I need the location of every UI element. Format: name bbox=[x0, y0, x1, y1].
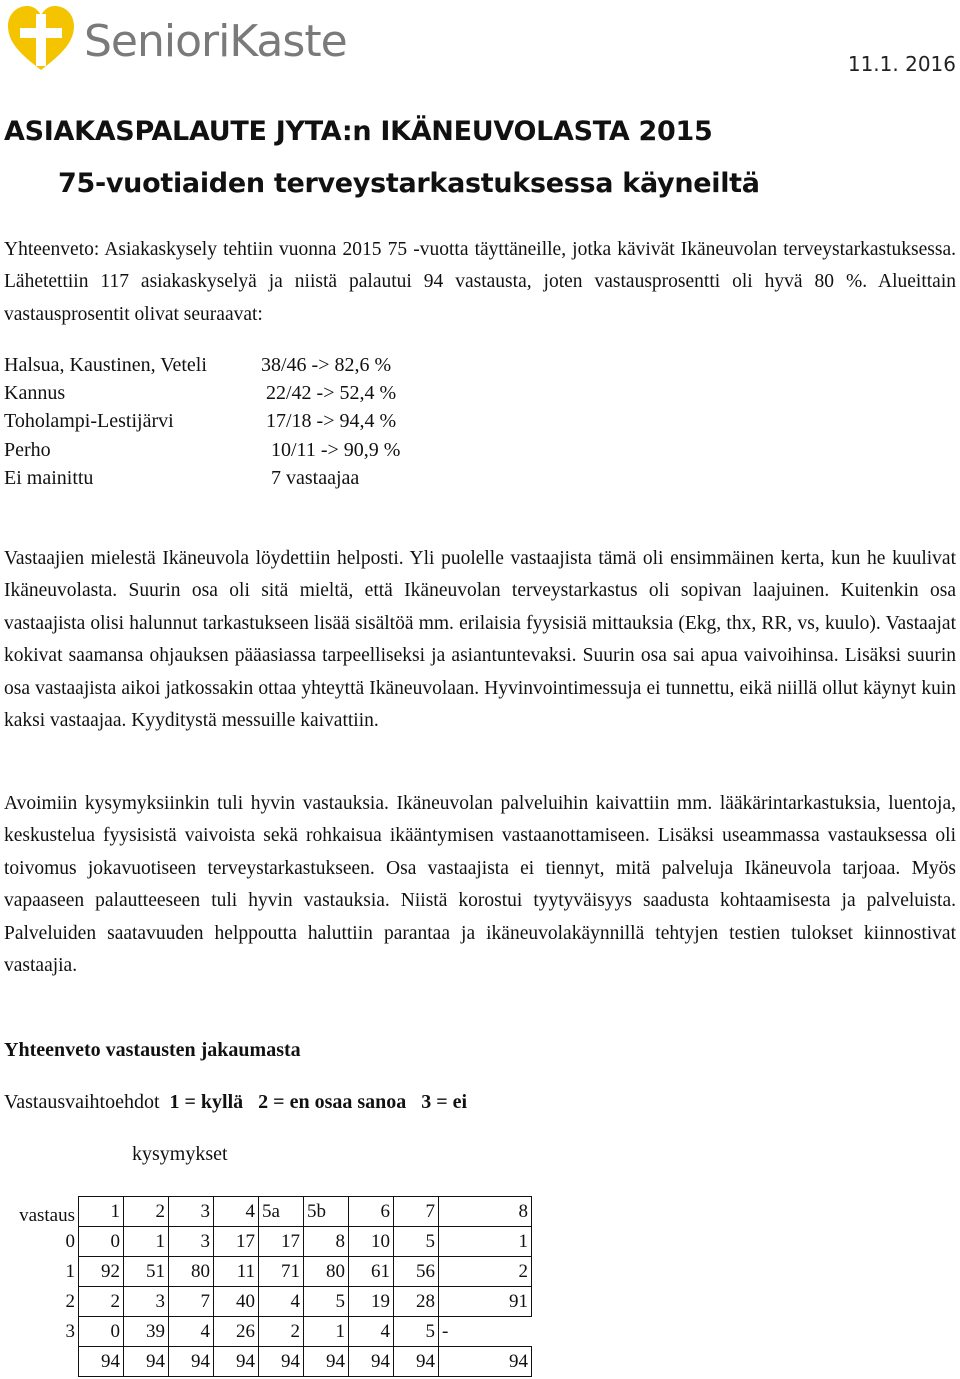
table-cell: 1 bbox=[439, 1227, 532, 1257]
table-cell: 5 bbox=[304, 1287, 349, 1317]
table-cell: 5 bbox=[394, 1317, 439, 1347]
table-cell: 2 bbox=[439, 1257, 532, 1287]
option-no: 3 = ei bbox=[421, 1091, 468, 1113]
row-header: vastaus bbox=[19, 1204, 75, 1226]
table-cell: 17 bbox=[259, 1227, 304, 1257]
table-cell: 80 bbox=[304, 1257, 349, 1287]
row-label: 1 bbox=[65, 1260, 75, 1282]
region-rate: 10/11 -> 90,9 % bbox=[266, 438, 401, 461]
row-label bbox=[2, 1347, 79, 1377]
row-label: 0 bbox=[65, 1230, 75, 1252]
response-rate-row bbox=[4, 351, 400, 379]
questions-label: kysymykset bbox=[132, 1143, 228, 1165]
table-cell: 0 bbox=[79, 1317, 124, 1347]
option-yes: 1 = kyllä bbox=[169, 1091, 244, 1113]
table-cell: 1 bbox=[304, 1317, 349, 1347]
answer-options bbox=[4, 1091, 467, 1114]
response-rate-list bbox=[4, 351, 400, 492]
table-cell: 4 bbox=[349, 1317, 394, 1347]
table-cell: 94 bbox=[124, 1347, 169, 1377]
logo bbox=[6, 4, 347, 74]
column-header: 8 bbox=[439, 1197, 532, 1227]
table-cell: 1 bbox=[124, 1227, 169, 1257]
table-cell: 94 bbox=[214, 1347, 259, 1377]
table-row bbox=[2, 1257, 532, 1287]
table-cell: 26 bbox=[214, 1317, 259, 1347]
region-rate: 22/42 -> 52,4 % bbox=[266, 382, 397, 405]
table-cell: 0 bbox=[79, 1227, 124, 1257]
table-cell: 94 bbox=[259, 1347, 304, 1377]
table-cell: 11 bbox=[214, 1257, 259, 1287]
row-label: 2 bbox=[65, 1290, 75, 1312]
table-cell: 80 bbox=[169, 1257, 214, 1287]
option-unsure: 2 = en osaa sanoa bbox=[258, 1091, 407, 1113]
table-cell: 7 bbox=[169, 1287, 214, 1317]
table-cell: 71 bbox=[259, 1257, 304, 1287]
table-cell: 39 bbox=[124, 1317, 169, 1347]
table-cell: 5 bbox=[394, 1227, 439, 1257]
region-rate: 38/46 -> 82,6 % bbox=[261, 354, 392, 376]
response-rate-row bbox=[4, 436, 400, 464]
heart-logo-icon bbox=[6, 4, 76, 74]
table-cell: 56 bbox=[394, 1257, 439, 1287]
table-cell: 94 bbox=[304, 1347, 349, 1377]
table-total-row bbox=[2, 1347, 532, 1377]
table-cell: 40 bbox=[214, 1287, 259, 1317]
region-name: Ei mainittu bbox=[4, 466, 94, 489]
summary-heading: Yhteenveto vastausten jakaumasta bbox=[4, 1039, 301, 1061]
table-cell: 94 bbox=[169, 1347, 214, 1377]
region-name: Perho bbox=[4, 438, 51, 461]
table-cell: 8 bbox=[304, 1227, 349, 1257]
table-cell: 94 bbox=[439, 1347, 532, 1377]
table-cell: 3 bbox=[124, 1287, 169, 1317]
page-title: ASIAKASPALAUTE JYTA:n IKÄNEUVOLASTA 2015 bbox=[4, 116, 713, 147]
table-cell: 91 bbox=[439, 1287, 532, 1317]
column-header: 3 bbox=[169, 1197, 214, 1227]
page-subtitle: 75-vuotiaiden terveystarkastuksessa käyneiltä bbox=[58, 168, 760, 199]
response-rate-row bbox=[4, 464, 400, 492]
table-cell: 92 bbox=[79, 1257, 124, 1287]
response-rate-row bbox=[4, 407, 400, 435]
column-header: 5b bbox=[304, 1197, 349, 1227]
region-rate: 7 vastaajaa bbox=[266, 466, 360, 489]
table-header-row bbox=[2, 1197, 532, 1227]
response-rate-row bbox=[4, 379, 400, 407]
table-cell: 19 bbox=[349, 1287, 394, 1317]
table-cell: 10 bbox=[349, 1227, 394, 1257]
column-header: 1 bbox=[79, 1197, 124, 1227]
logo-text: SenioriKaste bbox=[84, 15, 347, 67]
findings-paragraph: Vastaajien mielestä Ikäneuvola löydettiin helposti. Yli puolelle vastaajista tämä oli ensimmäinen kerta, kun he kuulivat Ikäneuvolasta. Suurin osa oli sitä mieltä, että Ikäneuvolan terveystarkastus oli sopivan laajuinen. Kuitenkin osa vastaajista olisi halunnut tarkastukseen lisää sisältöä mm. erilaisia fyysisiä mittauksia (Ekg, thx, RR, vs, kuulo). Vastaajat kokivat saamansa ohjauksen pääasiassa tarpeelliseksi ja asiantuntevaksi. Suurin osa sai apua vaivoihinsa. Lisäksi suurin osa vastaajista aikoi jatkossakin ottaa yhteyttä Ikäneuvolaan. Hyvinvointimessuja ei tunnettu, eikä niillä ollut käynyt kuin kaksi vastaajaa. Kyyditystä messuille kaivattiin. bbox=[4, 548, 956, 732]
table-cell: 17 bbox=[214, 1227, 259, 1257]
column-header: 6 bbox=[349, 1197, 394, 1227]
column-header: 4 bbox=[214, 1197, 259, 1227]
table-cell: 94 bbox=[394, 1347, 439, 1377]
options-label: Vastausvaihtoehdot bbox=[4, 1091, 160, 1113]
table-cell: - bbox=[442, 1320, 449, 1342]
table-cell: 61 bbox=[349, 1257, 394, 1287]
table-cell: 94 bbox=[79, 1347, 124, 1377]
table-cell: 4 bbox=[259, 1287, 304, 1317]
open-answers-paragraph: Avoimiin kysymyksiinkin tuli hyvin vastauksia. Ikäneuvolan palveluihin kaivattiin mm. lääkärintarkastuksia, luentoja, keskustelua fyysisistä vaivoista sekä rohkaisua ikääntymisen vastaanottamiseen. Lisäksi useammassa vastauksessa oli toivomus jokavuotiseen terveystarkastukseen. Osa vastaajista ei tiennyt, mitä palveluja Ikäneuvola tarjoaa. Myös vapaaseen palautteeseen tuli hyvin vastauksia. Niistä korostui tyytyväisyys saadusta kohtaamisesta ja palveluista. Palveluiden saatavuuden helppoutta haluttiin parantaa ja ikäneuvolakäynnillä tehtyjen testien tulokset kiinnostivat vastaajia. bbox=[4, 793, 956, 977]
column-header: 2 bbox=[124, 1197, 169, 1227]
intro-paragraph: Yhteenveto: Asiakaskysely tehtiin vuonna 2015 75 -vuotta täyttäneille, jotka kävivät Ikäneuvolan terveystarkastuksessa. Lähetettiin 117 asiakaskyselyä ja niistä palautui 94 vastausta, joten vastausprosentti oli hyvä 80 %. Alueittain vastausprosentit olivat seuraavat: bbox=[4, 239, 956, 325]
table-row bbox=[2, 1287, 532, 1317]
table-cell: 2 bbox=[259, 1317, 304, 1347]
table-cell: 51 bbox=[124, 1257, 169, 1287]
region-name: Halsua, Kaustinen, Veteli bbox=[4, 354, 207, 376]
table-cell: 4 bbox=[169, 1317, 214, 1347]
table-row bbox=[2, 1317, 532, 1347]
column-header: 5a bbox=[259, 1197, 304, 1227]
answer-distribution-table bbox=[2, 1196, 532, 1377]
table-cell: 3 bbox=[169, 1227, 214, 1257]
column-header: 7 bbox=[394, 1197, 439, 1227]
region-rate: 17/18 -> 94,4 % bbox=[266, 410, 397, 433]
table-cell: 2 bbox=[79, 1287, 124, 1317]
table-cell: 28 bbox=[394, 1287, 439, 1317]
document-date: 11.1. 2016 bbox=[847, 52, 956, 76]
table-cell: 94 bbox=[349, 1347, 394, 1377]
row-label: 3 bbox=[65, 1320, 75, 1342]
region-name: Kannus bbox=[4, 382, 66, 405]
table-row bbox=[2, 1227, 532, 1257]
region-name: Toholampi-Lestijärvi bbox=[4, 410, 174, 433]
